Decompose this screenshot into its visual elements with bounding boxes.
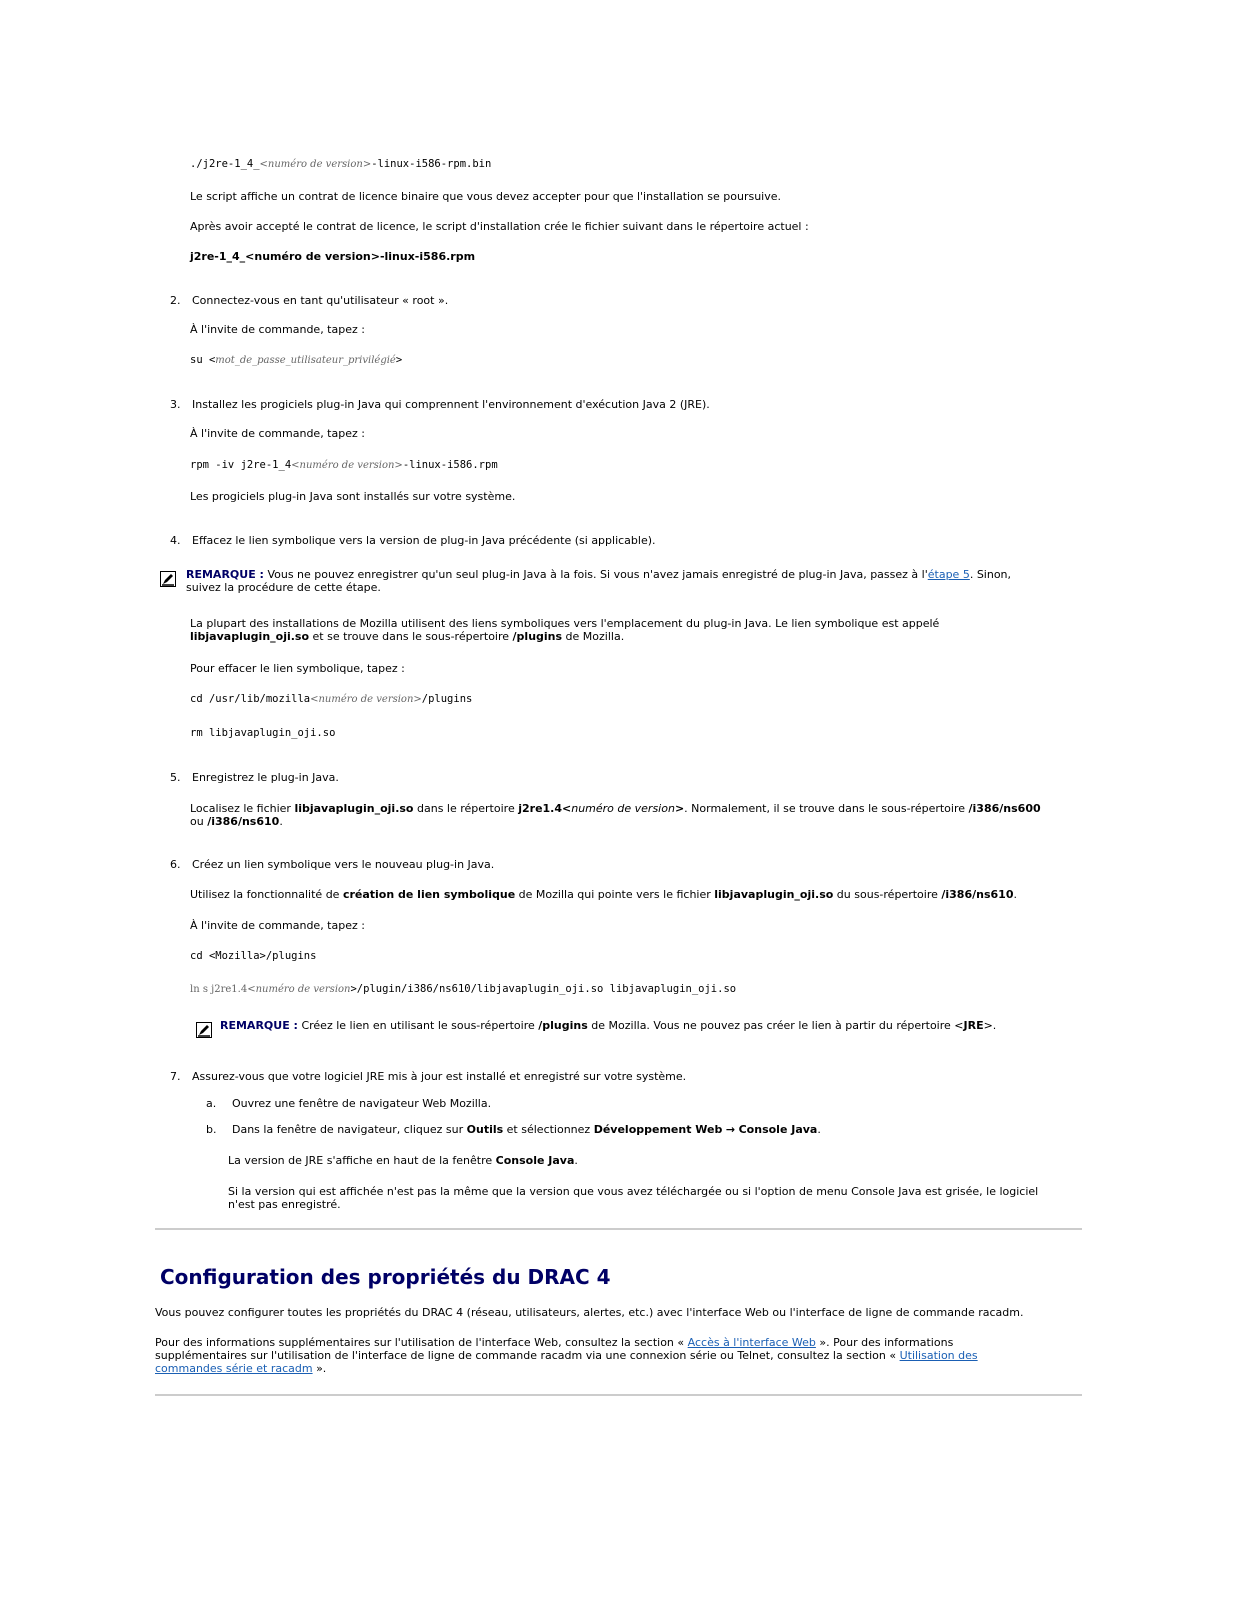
command-run-bin: ./j2re-1_4_<numéro de version>-linux-i586-rpm.bin [190, 158, 492, 170]
paragraph-after-accept: Après avoir accepté le contrat de licence, le script d'installation crée le fichier suivant dans le répertoire actuel : [190, 220, 809, 233]
divider [155, 1228, 1082, 1230]
step-number: 3. [170, 398, 181, 411]
link-web-interface-access[interactable]: Accès à l'interface Web [687, 1336, 816, 1349]
command-cd-plugins: cd <Mozilla>/plugins [190, 950, 317, 962]
paragraph-locate-line-1: Localisez le fichier libjavaplugin_oji.so dans le répertoire j2re1.4<numéro de version>. Normalement, il se trouve dans le sous-répertoire /i386/ns600 [190, 802, 1041, 815]
note-pencil-icon [160, 571, 176, 587]
paragraph-configure: Vous pouvez configurer toutes les propriétés du DRAC 4 (réseau, utilisateurs, alertes, etc.) avec l'interface Web ou l'interface de ligne de commande racadm. [155, 1306, 1024, 1319]
step-number: 5. [170, 771, 181, 784]
substep-a-text: Ouvrez une fenêtre de navigateur Web Mozilla. [232, 1097, 492, 1110]
step-6-text: Créez un lien symbolique vers le nouveau plug-in Java. [192, 858, 495, 871]
step-number: 7. [170, 1070, 181, 1083]
paragraph-erase: Pour effacer le lien symbolique, tapez : [190, 662, 405, 675]
step-number: 2. [170, 294, 181, 307]
divider [155, 1394, 1082, 1396]
paragraph-locate-line-2: ou /i386/ns610. [190, 815, 283, 828]
note-1-line-2: suivez la procédure de cette étape. [186, 581, 381, 594]
step-number: 6. [170, 858, 181, 871]
command-ln: ln s j2re1.4<numéro de version>/plugin/i386/ns610/libjavaplugin_oji.so libjavaplugin_oji.so [190, 983, 737, 995]
paragraph-more-info-line-3: commandes série et racadm ». [155, 1362, 327, 1375]
paragraph-jre-version: La version de JRE s'affiche en haut de la fenêtre Console Java. [228, 1154, 578, 1167]
prompt-instruction: À l'invite de commande, tapez : [190, 323, 365, 336]
step-2-text: Connectez-vous en tant qu'utilisateur « root ». [192, 294, 449, 307]
section-title: Configuration des propriétés du DRAC 4 [160, 1265, 611, 1289]
link-serial-racadm-commands-continued[interactable]: commandes série et racadm [155, 1362, 313, 1375]
step-5-text: Enregistrez le plug-in Java. [192, 771, 339, 784]
command-su: su <mot_de_passe_utilisateur_privilégié> [190, 354, 403, 366]
prompt-instruction: À l'invite de commande, tapez : [190, 919, 365, 932]
substep-b-text: Dans la fenêtre de navigateur, cliquez sur Outils et sélectionnez Développement Web → Console Java. [232, 1123, 821, 1136]
paragraph-use-symlink: Utilisez la fonctionnalité de création de lien symbolique de Mozilla qui pointe vers le fichier libjavaplugin_oji.so du sous-répertoire /i386/ns610. [190, 888, 1017, 901]
prompt-instruction: À l'invite de commande, tapez : [190, 427, 365, 440]
link-serial-racadm-commands[interactable]: Utilisation des [899, 1349, 978, 1362]
command-cd-mozilla: cd /usr/lib/mozilla<numéro de version>/plugins [190, 693, 473, 705]
substep-letter: b. [206, 1123, 217, 1136]
paragraph-mozilla-links-line-2: libjavaplugin_oji.so et se trouve dans le sous-répertoire /plugins de Mozilla. [190, 630, 625, 643]
link-step-5[interactable]: étape 5 [927, 568, 970, 581]
command-rpm: rpm -iv j2re-1_4<numéro de version>-linux-i586.rpm [190, 459, 498, 471]
step-number: 4. [170, 534, 181, 547]
note-1-line-1: REMARQUE : Vous ne pouvez enregistrer qu'un seul plug-in Java à la fois. Si vous n'avez jamais enregistré de plug-in Java, passez à l'étape 5. Sinon, [186, 568, 1012, 581]
substep-letter: a. [206, 1097, 217, 1110]
paragraph-mozilla-links-line-1: La plupart des installations de Mozilla utilisent des liens symboliques vers l'emplacement du plug-in Java. Le lien symbolique est appelé [190, 617, 940, 630]
step-3-text: Installez les progiciels plug-in Java qui comprennent l'environnement d'exécution Java 2 (JRE). [192, 398, 710, 411]
step-4-text: Effacez le lien symbolique vers la version de plug-in Java précédente (si applicable). [192, 534, 656, 547]
paragraph-more-info-line-2: supplémentaires sur l'utilisation de l'interface de ligne de commande racadm via une connexion série ou Telnet, consultez la section « Utilisation des [155, 1349, 978, 1362]
paragraph-license: Le script affiche un contrat de licence binaire que vous devez accepter pour que l'installation se poursuive. [190, 190, 782, 203]
paragraph-installed: Les progiciels plug-in Java sont installés sur votre système. [190, 490, 516, 503]
step-7-text: Assurez-vous que votre logiciel JRE mis à jour est installé et enregistré sur votre système. [192, 1070, 687, 1083]
arrow-right-icon: → [725, 1123, 736, 1136]
command-rm: rm libjavaplugin_oji.so [190, 727, 336, 739]
paragraph-not-same-line-2: n'est pas enregistré. [228, 1198, 341, 1211]
paragraph-more-info-line-1: Pour des informations supplémentaires sur l'utilisation de l'interface Web, consultez la section « Accès à l'interface Web ». Pour des informations [155, 1336, 954, 1349]
note-2: REMARQUE : Créez le lien en utilisant le sous-répertoire /plugins de Mozilla. Vous ne pouvez pas créer le lien à partir du répertoire <JRE>. [220, 1019, 997, 1032]
paragraph-not-same-line-1: Si la version qui est affichée n'est pas la même que la version que vous avez téléchargée ou si l'option de menu Console Java est grisée, le logiciel [228, 1185, 1039, 1198]
rpm-filename: j2re-1_4_<numéro de version>-linux-i586.rpm [190, 250, 476, 263]
note-pencil-icon [196, 1022, 212, 1038]
